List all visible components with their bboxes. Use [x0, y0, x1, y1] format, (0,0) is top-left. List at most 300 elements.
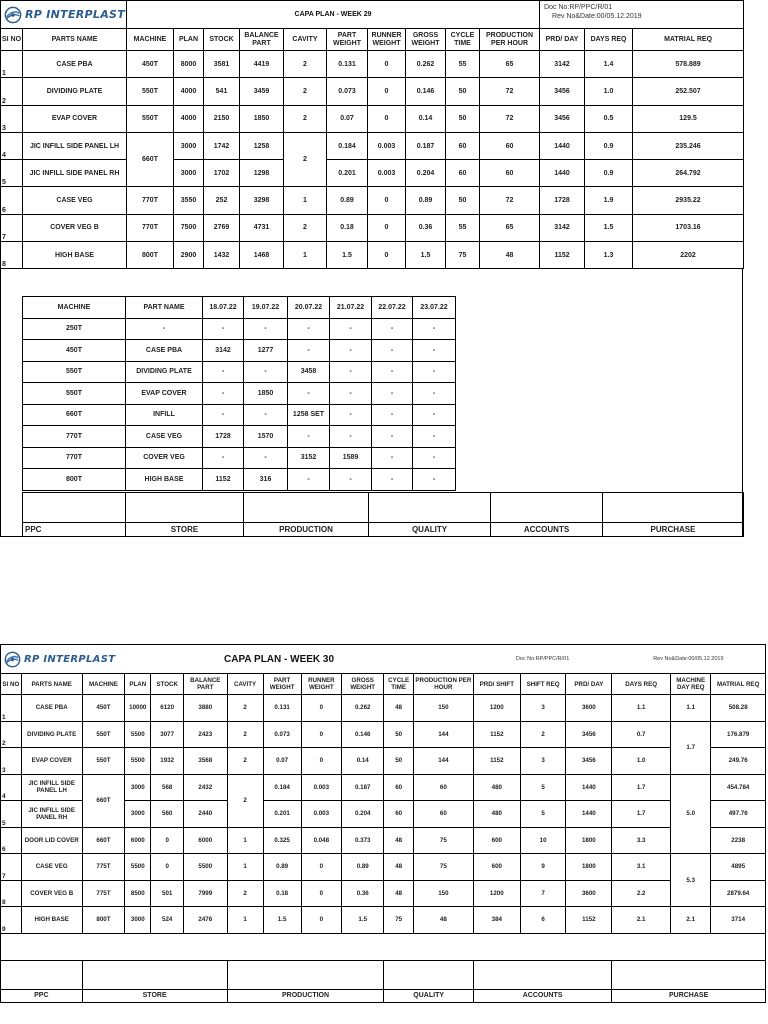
- serial-number: 8: [1, 880, 22, 907]
- cell-mat-req: 129.5: [633, 105, 744, 132]
- column-header: RUNNER WEIGHT: [301, 674, 341, 695]
- schedule-cell: -: [126, 318, 203, 340]
- cell-machine: 550T: [127, 105, 174, 132]
- cell-prd-day: 1152: [566, 907, 612, 934]
- cell-cycle: 75: [384, 907, 413, 934]
- cell-part: JIC INFILL SIDE PANEL LH: [21, 774, 82, 801]
- cell-prd-day: 3600: [566, 695, 612, 722]
- cell-machine: 660T: [82, 774, 125, 827]
- cell-machine: 800T: [82, 907, 125, 934]
- column-header: PLAN: [125, 674, 151, 695]
- cell-gross-wt: 0.204: [406, 160, 446, 187]
- signature-quality: QUALITY: [369, 523, 491, 537]
- cell-balance: 2476: [184, 907, 228, 934]
- brand-name: RP INTERPLAST: [24, 653, 116, 665]
- schedule-cell: -: [372, 469, 413, 491]
- cell-cavity: 2: [284, 132, 327, 187]
- schedule-cell: -: [413, 426, 456, 448]
- cell-shift-req: 9: [520, 854, 566, 881]
- cell-cavity: 1: [227, 854, 263, 881]
- cell-plan: 4000: [174, 78, 204, 105]
- cell-gross-wt: 0.14: [406, 105, 446, 132]
- table-row: [1, 187, 744, 214]
- cell-cycle: 50: [446, 187, 480, 214]
- cell-prd-day: 3456: [566, 721, 612, 748]
- cell-stock: 3077: [151, 721, 184, 748]
- cell-gross-wt: 1.5: [406, 242, 446, 269]
- cell-prd-day: 1152: [540, 242, 585, 269]
- serial-number: 1: [1, 51, 23, 78]
- cell-balance: 2432: [184, 774, 228, 801]
- schedule-cell: 1570: [244, 426, 288, 448]
- table-row: [1, 214, 744, 241]
- cell-prd-day: 3456: [540, 105, 585, 132]
- cell-plan: 2900: [174, 242, 204, 269]
- cell-runner-wt: 0.003: [301, 801, 341, 828]
- serial-number: 4: [1, 132, 23, 159]
- cell-mat-req: 497.76: [711, 801, 766, 828]
- column-header: PRODUCTION PER HOUR: [480, 29, 540, 51]
- schedule-cell: -: [330, 318, 372, 340]
- cell-plan: 7500: [174, 214, 204, 241]
- serial-number: 6: [1, 827, 22, 854]
- cell-runner-wt: 0: [301, 880, 341, 907]
- column-header: GROSS WEIGHT: [341, 674, 383, 695]
- column-header: STOCK: [204, 29, 240, 51]
- schedule-cell: -: [288, 383, 330, 405]
- schedule-cell: 770T: [23, 447, 126, 469]
- cell-balance: 3880: [184, 695, 228, 722]
- cell-stock: 501: [151, 880, 184, 907]
- cell-mat-req: 264.792: [633, 160, 744, 187]
- cell-days-req: 1.4: [585, 51, 633, 78]
- week29-title: CAPA PLAN - WEEK 29: [127, 1, 540, 29]
- schedule-cell: 3142: [203, 340, 244, 362]
- cell-balance: 4731: [240, 214, 284, 241]
- schedule-cell: -: [244, 404, 288, 426]
- cell-mat-req: 176.879: [711, 721, 766, 748]
- cell-prd-day: 1440: [566, 801, 612, 828]
- schedule-cell: -: [288, 426, 330, 448]
- cell-cycle: 48: [384, 827, 413, 854]
- table-row: [1, 51, 744, 78]
- cell-prd-shift: 1200: [473, 880, 520, 907]
- schedule-row: [23, 426, 456, 448]
- cell-part-wt: 0.073: [327, 78, 368, 105]
- cell-machine: 775T: [82, 880, 125, 907]
- cell-cavity: 1: [227, 827, 263, 854]
- cell-gross-wt: 1.5: [341, 907, 383, 934]
- signature-ppc: PPC: [1, 989, 83, 1002]
- column-header: PRD/ DAY: [566, 674, 612, 695]
- cell-balance: 2440: [184, 801, 228, 828]
- cell-cycle: 55: [446, 214, 480, 241]
- table-row: [1, 242, 744, 269]
- schedule-cell: COVER VEG: [126, 447, 203, 469]
- cell-plan: 3000: [125, 801, 151, 828]
- signature-purchase: PURCHASE: [612, 989, 766, 1002]
- cell-gross-wt: 0.373: [341, 827, 383, 854]
- cell-days-req: 1.9: [585, 187, 633, 214]
- cell-gross-wt: 0.262: [341, 695, 383, 722]
- serial-number: 5: [1, 801, 22, 828]
- schedule-cell: 450T: [23, 340, 126, 362]
- cell-stock: 1432: [204, 242, 240, 269]
- cell-plan: 6000: [125, 827, 151, 854]
- cell-cycle: 75: [446, 242, 480, 269]
- column-header: MATRIAL REQ: [633, 29, 744, 51]
- table-row: [1, 827, 766, 854]
- cell-part-wt: 0.325: [263, 827, 301, 854]
- cell-stock: 2150: [204, 105, 240, 132]
- table-row: [1, 695, 766, 722]
- cell-days-req: 1.0: [585, 78, 633, 105]
- cell-plan: 3000: [174, 132, 204, 159]
- cell-runner-wt: 0: [301, 907, 341, 934]
- cell-mat-req: 252.507: [633, 78, 744, 105]
- cell-prd-day: 3142: [540, 51, 585, 78]
- cell-days-req: 0.5: [585, 105, 633, 132]
- cell-balance: 1468: [240, 242, 284, 269]
- cell-pph: 65: [480, 214, 540, 241]
- schedule-cell: 800T: [23, 469, 126, 491]
- cell-part-wt: 1.5: [327, 242, 368, 269]
- cell-machine: 800T: [127, 242, 174, 269]
- schedule-cell: 1152: [203, 469, 244, 491]
- cell-gross-wt: 0.146: [341, 721, 383, 748]
- cell-prd-shift: 1152: [473, 721, 520, 748]
- cell-plan: 4000: [174, 105, 204, 132]
- week29-doc-info: [540, 1, 744, 29]
- cell-part: COVER VEG B: [21, 880, 82, 907]
- cell-cycle: 55: [446, 51, 480, 78]
- signature-quality: QUALITY: [384, 989, 473, 1002]
- cell-cavity: 2: [227, 721, 263, 748]
- schedule-row: [23, 318, 456, 340]
- cell-runner-wt: 0: [368, 242, 406, 269]
- cell-pph: 144: [413, 721, 473, 748]
- cell-part: JIC INFILL SIDE PANEL RH: [23, 160, 127, 187]
- table-row: [1, 721, 766, 748]
- signature-accounts: ACCOUNTS: [491, 523, 603, 537]
- column-header: PARTS NAME: [23, 29, 127, 51]
- column-header: PARTS NAME: [21, 674, 82, 695]
- cell-cycle: 60: [446, 132, 480, 159]
- schedule-cell: HIGH BASE: [126, 469, 203, 491]
- schedule-cell: -: [203, 361, 244, 383]
- schedule-cell: 1850: [244, 383, 288, 405]
- cell-cycle: 48: [384, 880, 413, 907]
- cell-runner-wt: 0.003: [368, 132, 406, 159]
- cell-pph: 75: [413, 854, 473, 881]
- cell-plan: 3000: [125, 907, 151, 934]
- column-header: SI NO: [1, 29, 23, 51]
- cell-days-req: 3.3: [612, 827, 671, 854]
- cell-stock: 2769: [204, 214, 240, 241]
- schedule-cell: -: [330, 383, 372, 405]
- week29-logo-cell: [1, 1, 127, 29]
- signature-purchase: PURCHASE: [603, 523, 744, 537]
- schedule-cell: CASE VEG: [126, 426, 203, 448]
- cell-cavity: 1: [227, 907, 263, 934]
- column-header: CYCLE TIME: [446, 29, 480, 51]
- column-header: PRD/ DAY: [540, 29, 585, 51]
- cell-plan: 5500: [125, 854, 151, 881]
- cell-part-wt: 0.131: [327, 51, 368, 78]
- cell-pph: 150: [413, 695, 473, 722]
- schedule-header: MACHINE: [23, 297, 126, 319]
- cell-prd-day: 3456: [566, 748, 612, 775]
- cell-gross-wt: 0.89: [341, 854, 383, 881]
- schedule-cell: -: [330, 426, 372, 448]
- table-row: [1, 854, 766, 881]
- cell-runner-wt: 0: [368, 105, 406, 132]
- cell-balance: 4419: [240, 51, 284, 78]
- table-row: [1, 78, 744, 105]
- signature-store: STORE: [126, 523, 244, 537]
- column-header: BALANCE PART: [240, 29, 284, 51]
- schedule-row: [23, 383, 456, 405]
- cell-stock: 568: [151, 774, 184, 801]
- cell-machine: 550T: [82, 721, 125, 748]
- schedule-cell: -: [413, 404, 456, 426]
- cell-cycle: 60: [384, 774, 413, 801]
- cell-cavity: 2: [227, 695, 263, 722]
- signature-production: PRODUCTION: [244, 523, 369, 537]
- column-header: PRODUCTION PER HOUR: [413, 674, 473, 695]
- schedule-cell: -: [203, 404, 244, 426]
- cell-plan: 3000: [125, 774, 151, 801]
- cell-shift-req: 10: [520, 827, 566, 854]
- schedule-cell: -: [372, 404, 413, 426]
- schedule-cell: -: [203, 318, 244, 340]
- cell-plan: 10000: [125, 695, 151, 722]
- column-header: PART WEIGHT: [263, 674, 301, 695]
- cell-prd-shift: 480: [473, 801, 520, 828]
- cell-shift-req: 5: [520, 801, 566, 828]
- cell-stock: 1702: [204, 160, 240, 187]
- cell-runner-wt: 0: [368, 51, 406, 78]
- cell-gross-wt: 0.14: [341, 748, 383, 775]
- cell-prd-shift: 384: [473, 907, 520, 934]
- schedule-cell: -: [372, 361, 413, 383]
- column-header: MACHINE: [82, 674, 125, 695]
- cell-pph: 48: [413, 907, 473, 934]
- schedule-cell: -: [413, 318, 456, 340]
- cell-part: DIVIDING PLATE: [23, 78, 127, 105]
- cell-cavity: 2: [227, 774, 263, 827]
- cell-stock: 1932: [151, 748, 184, 775]
- column-header: PLAN: [174, 29, 204, 51]
- cell-part: DIVIDING PLATE: [21, 721, 82, 748]
- cell-pph: 72: [480, 187, 540, 214]
- cell-mat-req: 2879.64: [711, 880, 766, 907]
- cell-part-wt: 0.131: [263, 695, 301, 722]
- column-header: PART WEIGHT: [327, 29, 368, 51]
- schedule-cell: -: [330, 361, 372, 383]
- cell-prd-day: 3456: [540, 78, 585, 105]
- schedule-cell: 770T: [23, 426, 126, 448]
- cell-plan: 3550: [174, 187, 204, 214]
- cell-balance: 1258: [240, 132, 284, 159]
- table-row: [1, 880, 766, 907]
- cell-machine: 770T: [127, 214, 174, 241]
- cell-runner-wt: 0: [368, 214, 406, 241]
- schedule-cell: -: [288, 340, 330, 362]
- week30-doc-no: Doc No:RP/PPC/R/01: [473, 645, 611, 674]
- cell-part: JIC INFILL SIDE PANEL LH: [23, 132, 127, 159]
- schedule-cell: -: [330, 340, 372, 362]
- cell-cavity: 2: [284, 51, 327, 78]
- cell-gross-wt: 0.204: [341, 801, 383, 828]
- cell-days-req: 0.7: [612, 721, 671, 748]
- cell-prd-day: 1440: [540, 160, 585, 187]
- cell-balance: 3459: [240, 78, 284, 105]
- cell-part: EVAP COVER: [21, 748, 82, 775]
- serial-number: 3: [1, 105, 23, 132]
- week30-logo-cell: [1, 645, 125, 674]
- cell-mach-day: 5.3: [671, 854, 711, 907]
- cell-mat-req: 1703.16: [633, 214, 744, 241]
- cell-runner-wt: 0: [368, 78, 406, 105]
- cell-days-req: 3.1: [612, 854, 671, 881]
- cell-cycle: 50: [446, 78, 480, 105]
- cell-pph: 72: [480, 105, 540, 132]
- cell-gross-wt: 0.187: [406, 132, 446, 159]
- schedule-cell: DIVIDING PLATE: [126, 361, 203, 383]
- cell-mach-day: 1.7: [671, 721, 711, 774]
- column-header: MATRIAL REQ: [711, 674, 766, 695]
- cell-plan: 3000: [174, 160, 204, 187]
- schedule-cell: -: [372, 426, 413, 448]
- cell-shift-req: 5: [520, 774, 566, 801]
- cell-part-wt: 0.07: [327, 105, 368, 132]
- cell-days-req: 2.1: [612, 907, 671, 934]
- cell-balance: 3298: [240, 187, 284, 214]
- column-header: DAYS REQ: [612, 674, 671, 695]
- cell-machine: 450T: [127, 51, 174, 78]
- cell-runner-wt: 0: [301, 854, 341, 881]
- schedule-header: 21.07.22: [330, 297, 372, 319]
- schedule-cell: -: [372, 447, 413, 469]
- doc-no: Doc No:RP/PPC/R/01: [544, 4, 613, 11]
- rev-no: Rev No&Date:00/05.12.2019: [552, 13, 642, 20]
- cell-cycle: 50: [446, 105, 480, 132]
- column-header: BALANCE PART: [184, 674, 228, 695]
- cell-gross-wt: 0.36: [406, 214, 446, 241]
- cell-runner-wt: 0.048: [301, 827, 341, 854]
- cell-runner-wt: 0: [301, 695, 341, 722]
- cell-part-wt: 0.89: [263, 854, 301, 881]
- cell-balance: 6000: [184, 827, 228, 854]
- schedule-cell: -: [244, 447, 288, 469]
- cell-days-req: 0.9: [585, 160, 633, 187]
- cell-mat-req: 2202: [633, 242, 744, 269]
- cell-part: EVAP COVER: [23, 105, 127, 132]
- table-row: [1, 907, 766, 934]
- schedule-cell: -: [288, 318, 330, 340]
- schedule-cell: -: [203, 383, 244, 405]
- cell-part: HIGH BASE: [21, 907, 82, 934]
- cell-prd-day: 1800: [566, 854, 612, 881]
- schedule-cell: -: [244, 361, 288, 383]
- cell-days-req: 1.0: [612, 748, 671, 775]
- column-header: PRD/ SHIFT: [473, 674, 520, 695]
- schedule-row: [23, 404, 456, 426]
- cell-runner-wt: 0.003: [301, 774, 341, 801]
- cell-prd-day: 1440: [566, 774, 612, 801]
- column-header: GROSS WEIGHT: [406, 29, 446, 51]
- schedule-header: 20.07.22: [288, 297, 330, 319]
- cell-pph: 48: [480, 242, 540, 269]
- cell-days-req: 0.9: [585, 132, 633, 159]
- cell-pph: 72: [480, 78, 540, 105]
- cell-machine: 660T: [82, 827, 125, 854]
- cell-part-wt: 0.18: [327, 214, 368, 241]
- cell-stock: 560: [151, 801, 184, 828]
- cell-prd-day: 1440: [540, 132, 585, 159]
- column-header: MACHINE DAY REQ: [671, 674, 711, 695]
- cell-mat-req: 508.28: [711, 695, 766, 722]
- schedule-row: [23, 447, 456, 469]
- cell-balance: 7999: [184, 880, 228, 907]
- cell-cycle: 48: [384, 854, 413, 881]
- rp-interplast-logo-icon: [4, 6, 22, 24]
- cell-part: CASE VEG: [21, 854, 82, 881]
- cell-cavity: 2: [284, 105, 327, 132]
- week29-signature-block: [22, 492, 744, 537]
- cell-shift-req: 3: [520, 695, 566, 722]
- schedule-row: [23, 469, 456, 491]
- serial-number: 4: [1, 774, 22, 801]
- schedule-cell: -: [372, 318, 413, 340]
- cell-pph: 60: [480, 160, 540, 187]
- cell-mat-req: 2238: [711, 827, 766, 854]
- cell-prd-day: 1728: [540, 187, 585, 214]
- schedule-cell: -: [413, 447, 456, 469]
- cell-days-req: 1.3: [585, 242, 633, 269]
- schedule-cell: -: [413, 361, 456, 383]
- week29-machine-schedule: [22, 296, 456, 491]
- serial-number: 6: [1, 187, 23, 214]
- schedule-header: 19.07.22: [244, 297, 288, 319]
- schedule-cell: -: [330, 469, 372, 491]
- cell-pph: 150: [413, 880, 473, 907]
- cell-part-wt: 0.201: [327, 160, 368, 187]
- cell-days-req: 1.7: [612, 801, 671, 828]
- serial-number: 7: [1, 854, 22, 881]
- week29-plan-table: [0, 0, 744, 269]
- cell-balance: 1850: [240, 105, 284, 132]
- schedule-cell: 660T: [23, 404, 126, 426]
- schedule-cell: 1277: [244, 340, 288, 362]
- column-header: SI NO: [1, 674, 22, 695]
- column-header: SHIFT REQ: [520, 674, 566, 695]
- cell-part-wt: 0.201: [263, 801, 301, 828]
- cell-pph: 144: [413, 748, 473, 775]
- cell-part-wt: 0.07: [263, 748, 301, 775]
- serial-number: 1: [1, 695, 22, 722]
- column-header: CYCLE TIME: [384, 674, 413, 695]
- cell-prd-shift: 600: [473, 854, 520, 881]
- cell-mat-req: 235.246: [633, 132, 744, 159]
- schedule-cell: -: [203, 447, 244, 469]
- schedule-header: 18.07.22: [203, 297, 244, 319]
- schedule-cell: 3152: [288, 447, 330, 469]
- cell-prd-day: 3142: [540, 214, 585, 241]
- cell-mat-req: 4895: [711, 854, 766, 881]
- schedule-cell: 250T: [23, 318, 126, 340]
